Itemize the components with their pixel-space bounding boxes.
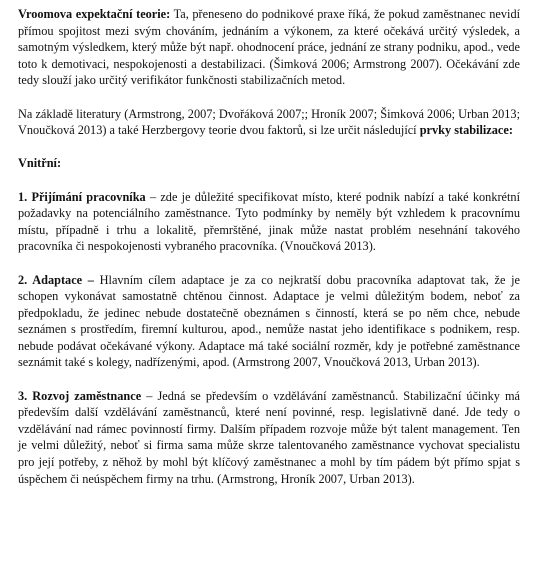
vroom-theory-term: Vroomova expektační teorie: — [18, 7, 171, 21]
stabilization-elements-term: prvky stabilizace: — [419, 123, 513, 138]
item-title-adaptation: 2. Adaptace – — [18, 272, 94, 287]
document-page — [18, 6, 520, 487]
summary-text: Na základě literatury (Armstrong, 2007; Dvořáková 2007;; Hroník 2007; Šimková 2006; Urban 2013; Vnoučková 2013) a také Herzbergovy teorie dvou faktorů, si lze určit následující — [18, 106, 520, 138]
item-text-development: – Jedná se především o vzdělávání zaměstnanců. Stabilizační účinky má především další vzdělávání zaměstnanců, které není povinné, resp. legislativně dané. Jde tedy o vzdělávání nad rámec povinností firmy. Dalším případem rozvoje může být talent management. Ten je velmi důležitý, neboť si firma sama může skrze talentovaného zaměstnance vychovat specialistu pro její potřeby, z něhož by mohl být klíčový zaměstnanec a mohl by tím pádem být přímo spjat s úspěchem či neúspěchem firmy na trhu. (Armstrong, Hroník 2007, Urban 2013). — [18, 388, 520, 486]
paragraph-gap — [18, 139, 520, 156]
internal-heading: Vnitřní: — [18, 156, 62, 171]
list-item-hiring — [18, 189, 520, 255]
list-item-development — [18, 388, 520, 488]
item-title-hiring: 1. Přijímání pracovníka — [18, 189, 146, 204]
item-text-adaptation: Hlavním cílem adaptace je za co nejkratší dobu pracovníka adaptovat tak, že je schopen vykonávat samostatně chtěnou činnost. Adaptace je velmi důležitým bodem, neboť za předpokladu, že jedinec nebude dostatečně obeznámen s činností, která se po něm chce, nebude seznámen s prostředím, firemní kulturou, apod., nemůže nastat jeho identifikace s podnikem, resp. nebude podávat očekávané výkony. Adaptace má také sociální rozměr, kdy je potřebné zaměstnance seznámit také s kolegy, nadřízenými, apod. (Armstrong 2007, Vnoučková 2013, Urban 2013). — [18, 272, 520, 370]
intro-paragraph — [18, 6, 520, 89]
paragraph-gap — [18, 89, 520, 106]
paragraph-gap — [18, 255, 520, 272]
intro-text: Ta, přeneseno do podnikové praxe říká, že pokud zaměstnanec nevidí přímou spojitost mezi svým chováním, jednáním a výkonem, za které očekává určitý výsledek, a samotným výsledkem, který může být např. ohodnocení práce, jednání ze strany podniku, apod., vede toto k demotivaci, nespokojenosti a destabilizaci. (Šimková 2006; Armstrong 2007). Očekávání zde tedy slouží jako určitý verifikátor funkčnosti stabilizačních metod. — [18, 7, 521, 88]
item-title-development: 3. Rozvoj zaměstnance — [18, 388, 142, 403]
paragraph-gap — [18, 371, 520, 388]
paragraph-gap — [18, 172, 520, 189]
section-heading — [18, 155, 520, 172]
list-item-adaptation — [18, 272, 520, 372]
summary-paragraph — [18, 106, 520, 139]
item-text-hiring: – zde je důležité specifikovat místo, které podnik nabízí a také konkrétní požadavky na potenciálního zaměstnance. Tyto podmínky by neměly být vzhledem k pracovnímu místu, případně i trhu a lokalitě, přemrštěné, jinak může nastat problém nesehnání takového pracovníka či nespokojenosti vybraného pracovníka. (Vnoučková 2013). — [18, 189, 521, 254]
